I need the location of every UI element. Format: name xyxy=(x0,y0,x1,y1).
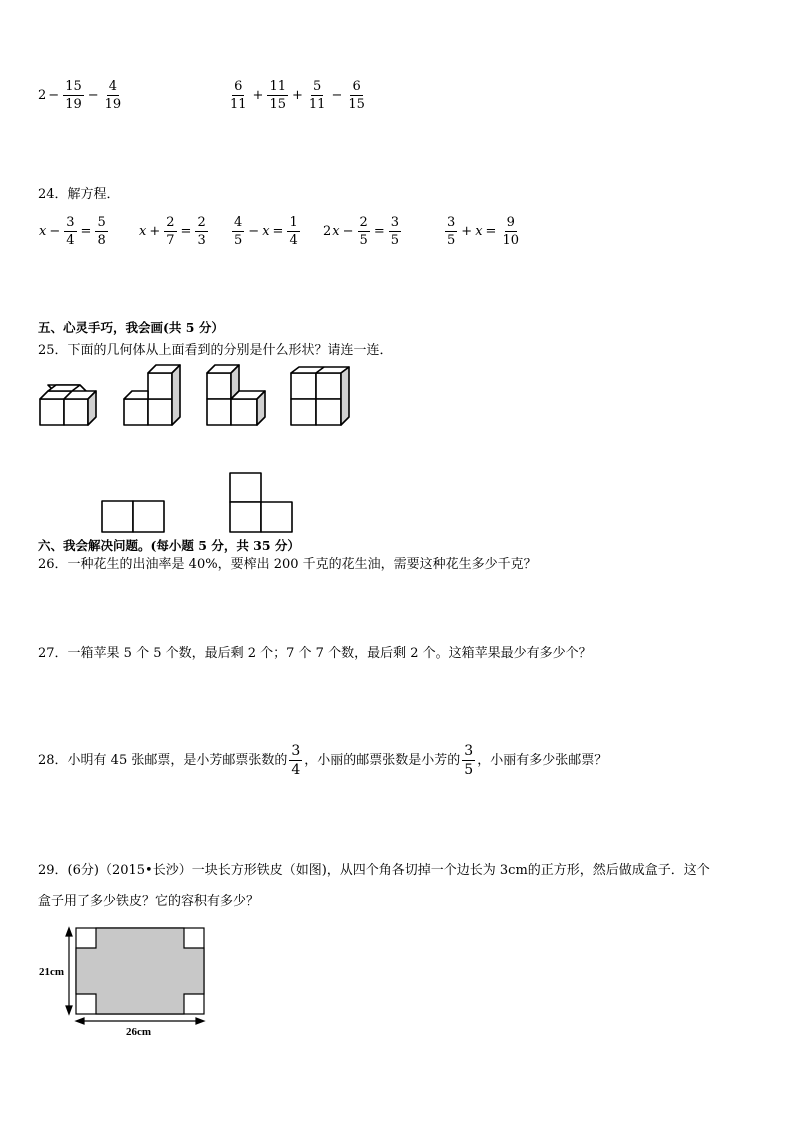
top-view-shape-1 xyxy=(102,501,164,532)
cube-figures xyxy=(0,360,794,535)
equation-3: $\frac{4}{5}$ − x = $\frac{1}{4}$ xyxy=(234,215,298,248)
cube-figure-4 xyxy=(291,367,349,425)
expression-2 xyxy=(226,80,369,111)
fraction: $\frac{9}{10}$ xyxy=(502,215,519,248)
fraction: $\frac{3}{5}$ xyxy=(464,743,474,778)
section-6-title: 六、我会解决问题。(每小题 5 分，共 35 分） xyxy=(38,538,300,553)
equation-4: 2 x − $\frac{2}{5}$ = $\frac{3}{5}$ xyxy=(323,215,399,248)
section-5-title: 五、心灵手巧，我会画(共 5 分） xyxy=(38,320,224,335)
equation-2: x + $\frac{2}{7}$ = $\frac{2}{3}$ xyxy=(139,215,206,248)
top-view-shape-2 xyxy=(230,473,292,532)
fraction: $\frac{3}{4}$ xyxy=(291,743,301,778)
plus-sign: + xyxy=(292,88,303,103)
fraction: $\frac{1}{4}$ xyxy=(289,215,298,248)
question-24-title: 24．解方程． xyxy=(38,187,120,202)
fraction: $\frac{2}{7}$ xyxy=(166,215,175,248)
question-25-text: 25．下面的几何体从上面看到的分别是什么形状？请连一连． xyxy=(38,343,393,358)
cube-figure-1 xyxy=(40,385,96,425)
question-29-line-2: 盒子用了多少铁皮？它的容积有多少？ xyxy=(38,894,260,909)
equation-5: $\frac{3}{5}$ + x = $\frac{9}{10}$ xyxy=(447,215,519,248)
minus-sign: − xyxy=(331,88,343,103)
fraction: $\frac{2}{3}$ xyxy=(197,215,206,248)
iron-sheet-diagram xyxy=(30,920,220,1040)
question-26-text: 26．一种花生的出油率是 40%，要榨出 200 千克的花生油，需要这种花生多少千克？ xyxy=(38,557,537,572)
equation-1: x − $\frac{3}{4}$ = $\frac{5}{8}$ xyxy=(39,215,106,248)
fraction: $\frac{5}{11}$ xyxy=(308,79,326,112)
fraction: $\frac{6}{11}$ xyxy=(230,79,247,112)
question-27-text: 27．一箱苹果 5 个 5 个数，最后剩 2 个；7 个 7 个数，最后剩 2 个。这箱苹果最少有多少个？ xyxy=(38,646,592,661)
fraction: $\frac{3}{5}$ xyxy=(390,215,399,248)
cube-figure-2 xyxy=(124,365,180,425)
fraction: $\frac{4}{19}$ xyxy=(104,79,122,112)
fraction: $\frac{3}{5}$ xyxy=(447,215,456,248)
fraction: $\frac{2}{5}$ xyxy=(359,215,368,248)
question-29-line-1: 29．(6分)（2015•长沙）一块长方形铁皮（如图)，从四个角各切掉一个边长为 3cm的正方形，然后做成盒子．这个 xyxy=(38,863,710,878)
fraction: $\frac{5}{8}$ xyxy=(97,215,106,248)
fraction: $\frac{15}{19}$ xyxy=(65,79,82,112)
width-label: 26cm xyxy=(126,1026,152,1038)
integer: 2 xyxy=(38,88,47,103)
fraction: $\frac{11}{15}$ xyxy=(269,79,286,112)
fraction: $\frac{6}{15}$ xyxy=(348,79,365,112)
cube-figure-3 xyxy=(207,365,265,425)
minus-sign: − xyxy=(87,88,99,103)
fraction: $\frac{4}{5}$ xyxy=(234,215,243,248)
question-28-text: 28．小明有 45 张邮票，是小芳邮票张数的 $\frac{3}{4}$ ，小丽的邮票张数是小芳的 $\frac{3}{5}$ ，小丽有多少张邮票？ xyxy=(38,743,608,778)
expression-1 xyxy=(38,80,125,111)
fraction: $\frac{3}{4}$ xyxy=(66,215,75,248)
minus-sign: − xyxy=(48,88,60,103)
plus-sign: + xyxy=(252,88,264,103)
height-label: 21cm xyxy=(39,966,65,978)
